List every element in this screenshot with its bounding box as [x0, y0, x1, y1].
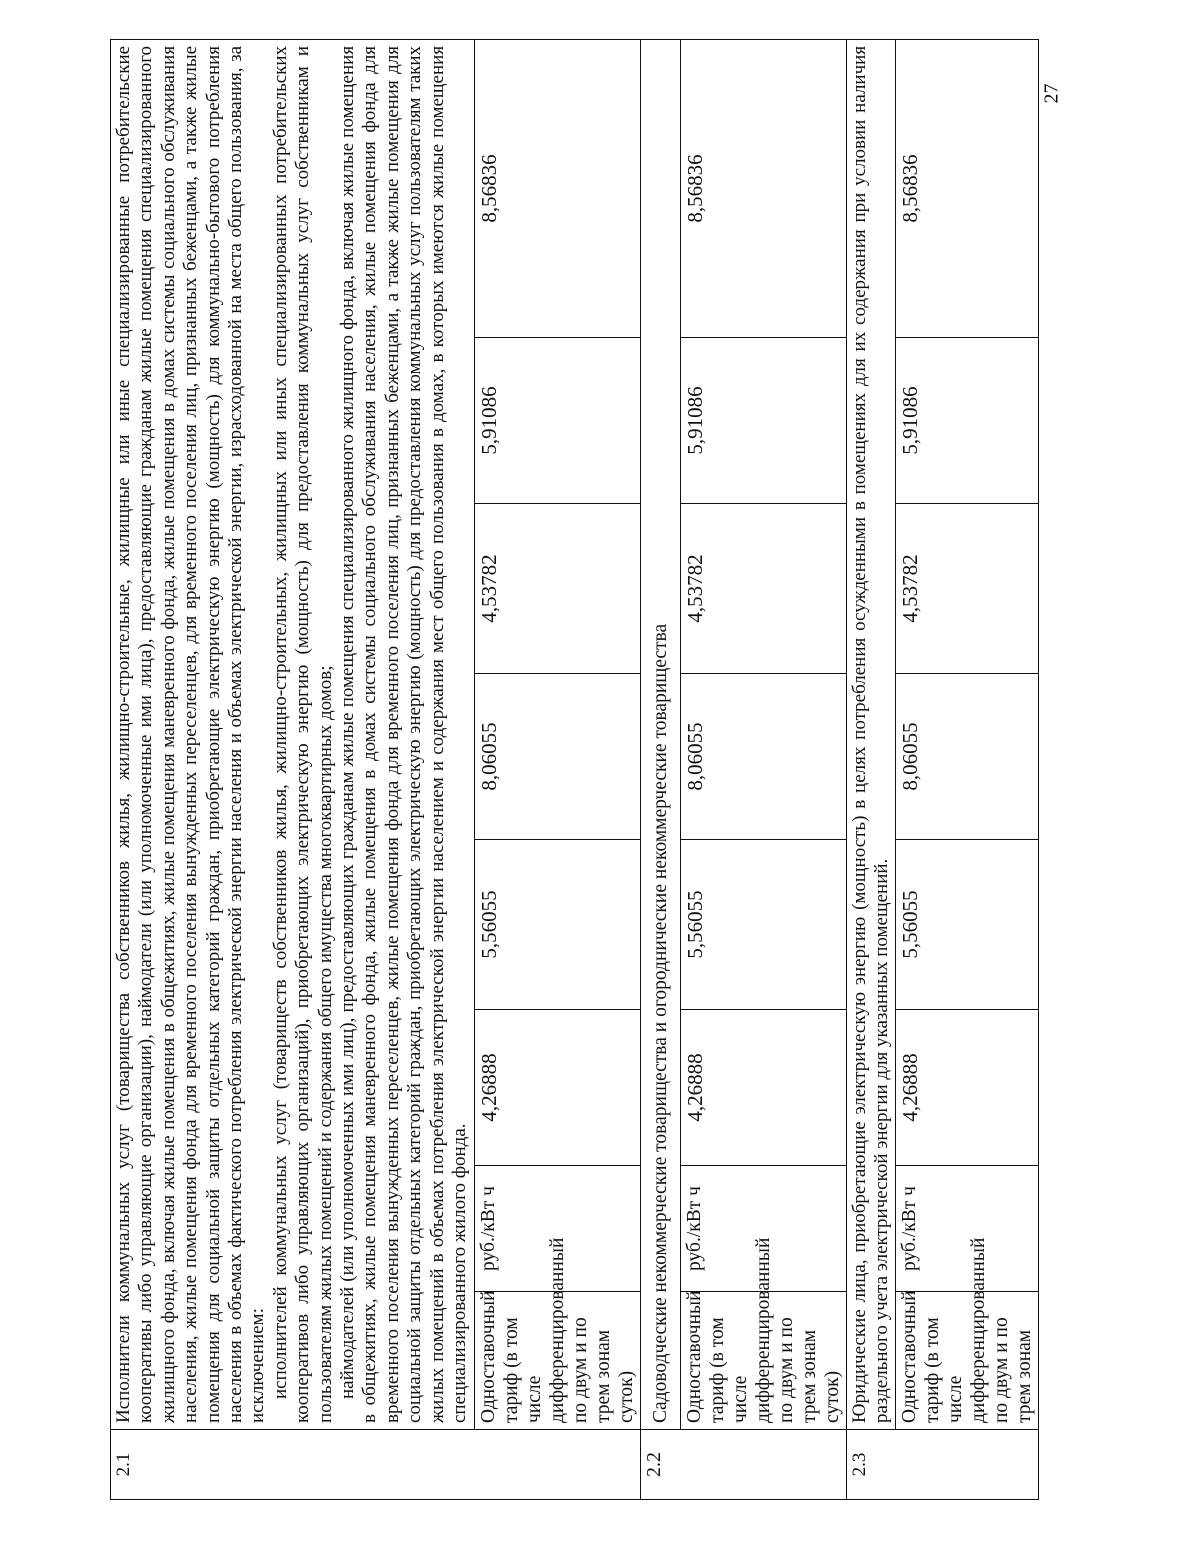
value-cell: 4,53782 — [680, 504, 846, 674]
value-cell: 8,56836 — [474, 39, 640, 337]
row-description — [846, 39, 896, 1429]
row-2-2-values — [680, 39, 846, 1499]
tariff-label: Одноставочный тариф (в том числе дифференцированный по двум и по трем зонам суток) — [474, 1292, 640, 1430]
rotated-page — [110, 20, 1070, 1500]
row-description — [111, 39, 475, 1429]
value-cell: 4,26888 — [474, 1010, 640, 1166]
value-cell: 4,26888 — [896, 1010, 1039, 1166]
unit-cell: руб./кВт ч — [896, 1166, 1039, 1292]
value-cell: 8,06055 — [896, 674, 1039, 840]
tariff-label: Одноставочный тариф (в том числе дифференцированный по двум и по трем зонам суток) — [680, 1292, 846, 1430]
row-number: 2.2 — [640, 1430, 846, 1500]
value-cell: 5,91086 — [474, 338, 640, 504]
value-cell: 4,53782 — [896, 504, 1039, 674]
tariff-table — [110, 39, 1039, 1500]
description-paragraph: Юридические лица, приобретающие электрическую энергию (мощность) в целях потребления осужденными в помещениях для их содержания при условии наличия раздельного учета электрической энергии для указанных помещений. — [848, 45, 892, 1423]
description-paragraph: Исполнители коммунальных услуг (товарищества собственников жилья, жилищно-строительные, жилищные или иные специализированные потребительские кооперативы либо управляющие организации), наймодатели (или уполномоченные ими лица), предоставляющие гражданам жилые помещения специализированного жилищного фонда, включая жилые помещения в общежитиях, жилые помещения маневренного фонда, жилые помещения в домах системы социального обслуживания населения, жилые помещения фонда для временного поселения вынужденных переселенцев, для временного поселения лиц, признанных беженцами, а также жилые помещения для социальной защиты отдельных категорий граждан, приобретающие электрическую энергию (мощность) для коммунально-бытового потребления населения в объемах фактического потребления электрической энергии населения и объемах электрической энергии, израсходованной на места общего пользования, за исключением: — [113, 45, 269, 1423]
value-cell: 5,91086 — [896, 338, 1039, 504]
value-cell: 5,56055 — [896, 840, 1039, 1010]
row-number: 2.3 — [846, 1430, 1039, 1500]
row-2-1-values — [474, 39, 640, 1499]
value-cell: 4,53782 — [474, 504, 640, 674]
value-cell: 4,26888 — [680, 1010, 846, 1166]
value-cell: 5,56055 — [474, 840, 640, 1010]
row-2-3-values — [896, 39, 1039, 1499]
row-2-2-description — [640, 39, 680, 1499]
value-cell: 8,06055 — [474, 674, 640, 840]
description-paragraph: наймодателей (или уполномоченных ими лиц), предоставляющих гражданам жилые помещения специализированного жилищного фонда, включая жилые помещения в общежитиях, жилые помещения маневренного фонда, жилые помещения в домах системы социального обслуживания населения, жилые помещения фонда для временного поселения вынужденных переселенцев, жилые помещения фонда для временного поселения лиц, признанных беженцами, а также жилые помещения для социальной защиты отдельных категорий граждан, приобретающих электрическую энергию (мощность) для предоставления коммунальных услуг пользователям таких жилых помещений в объемах потребления электрической энергии населением и содержания мест общего пользования в домах, в которых имеются жилые помещения специализированного жилого фонда. — [337, 45, 471, 1423]
value-cell: 5,56055 — [680, 840, 846, 1010]
row-2-3-description — [846, 39, 896, 1499]
row-2-1-description — [111, 39, 475, 1499]
value-cell: 8,56836 — [680, 39, 846, 337]
row-number: 2.1 — [111, 1430, 641, 1500]
description-paragraph: исполнителей коммунальных услуг (товариществ собственников жилья, жилищно-строительных, жилищных или иных специализированных потребительских кооперативов либо управляющих организаций), приобретающих электрическую энергию (мощность) для предоставления коммунальных услуг собственникам и пользователям жилых помещений и содержания общего имущества многоквартирных домов; — [269, 45, 336, 1423]
tariff-label: Одноставочный тариф (в том числе дифференцированный по двум и по трем зонам — [896, 1292, 1039, 1430]
unit-cell: руб./кВт ч — [680, 1166, 846, 1292]
page-number: 27 — [1040, 83, 1063, 104]
row-description — [640, 39, 680, 1429]
value-cell: 8,06055 — [680, 674, 846, 840]
unit-cell: руб./кВт ч — [474, 1166, 640, 1292]
value-cell: 8,56836 — [896, 39, 1039, 337]
description-paragraph: Садоводческие некоммерческие товарищества и огороднические некоммерческие товарищества — [649, 623, 671, 1423]
value-cell: 5,91086 — [680, 338, 846, 504]
